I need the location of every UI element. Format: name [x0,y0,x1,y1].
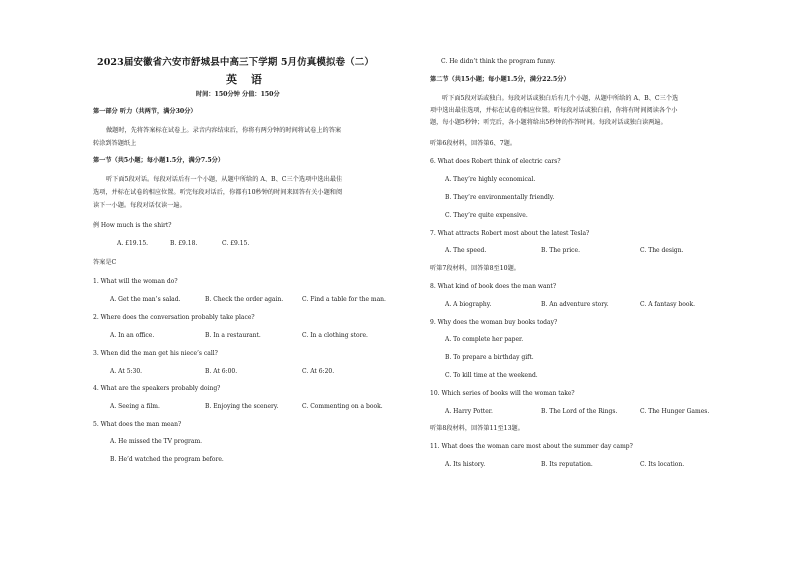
q1-option-c: C. Find a table for the man. [302,296,386,303]
q5-option-a: A. He missed the TV program. [110,438,203,445]
q9-option-a: A. To complete her paper. [445,336,524,343]
q8-option-c: C. A fantasy book. [640,301,696,308]
q6-option-b: B. They’re environmentally friendly. [445,194,555,201]
question-8: 8. What kind of book does the man want? [430,283,557,290]
q8-option-a: A. A biography. [445,301,492,308]
material-7-intro: 听第7段材料，回答第8至10题。 [430,265,520,272]
q10-option-a: A. Harry Potter. [445,408,493,415]
section1-heading: 第一节（共5小题；每小题1.5分，满分7.5分） [93,157,225,164]
q4-option-c: C. Commenting on a book. [302,403,383,410]
question-9: 9. Why does the woman buy books today? [430,319,558,326]
q2-option-a: A. In an office. [110,332,155,339]
q11-option-a: A. Its history. [445,461,486,468]
q2-option-b: B. In a restaurant. [205,332,261,339]
question-5: 5. What does the man mean? [93,421,182,428]
q10-option-c: C. The Hunger Games. [640,408,710,415]
question-1: 1. What will the woman do? [93,278,178,285]
section1-instructions-1: 听下面5段对话。每段对话后有一个小题，从题中所给的 A、B、C三个选项中选出最佳 [106,176,343,183]
q10-option-b: B. The Lord of the Rings. [541,408,618,415]
section1-instructions-3: 读下一小题。每段对话仅读一遍。 [93,202,186,209]
part1-instructions-2: 转涂到答题纸上 [93,140,137,147]
exam-meta: 时间：150分钟 分值：150分 [196,91,280,98]
example-option-a: A. £19.15. [117,240,149,247]
q4-option-b: B. Enjoying the scenery. [205,403,279,410]
q9-option-c: C. To kill time at the weekend. [445,372,538,379]
section2-instructions-1: 听下面5段对话或独白。每段对话或独白后有几个小题，从题中所给的 A、B、C三个选 [442,95,679,102]
q6-option-a: A. They’re highly economical. [445,176,536,183]
part1-instructions-1: 做题时，先将答案标在试卷上。录音内容结束后，你将有两分钟的时间将试卷上的答案 [106,127,342,134]
section2-instructions-3: 题，每小题5秒钟；听完后，各小题将给出5秒钟的作答时间。每段对话或独白读两遍。 [430,119,667,126]
q8-option-b: B. An adventure story. [541,301,609,308]
material-6-intro: 听第6段材料，回答第6、7题。 [430,140,517,147]
question-6: 6. What does Robert think of electric cars? [430,158,561,165]
question-4: 4. What are the speakers probably doing? [93,385,221,392]
example-question: 例 How much is the shirt? [93,222,172,229]
part1-heading: 第一部分 听力（共两节，满分30分） [93,108,197,115]
q4-option-a: A. Seeing a film. [110,403,160,410]
subject-title: 英 语 [226,73,267,86]
q3-option-c: C. At 6:20. [302,368,335,375]
example-option-c: C. £9.15. [222,240,250,247]
section2-heading: 第二节（共15小题；每小题1.5分，满分22.5分） [430,76,570,83]
exam-title: 2023届安徽省六安市舒城县中高三下学期 5月仿真模拟卷（二） [97,57,374,68]
q1-option-b: B. Check the order again. [205,296,284,303]
q11-option-c: C. Its location. [640,461,685,468]
question-7: 7. What attracts Robert most about the latest Tesla? [430,230,590,237]
example-answer: 答案是C [93,259,117,266]
q5-option-b: B. He’d watched the program before. [110,456,224,463]
example-option-b: B. £9.18. [170,240,198,247]
question-2: 2. Where does the conversation probably take place? [93,314,255,321]
q7-option-b: B. The price. [541,247,580,254]
question-10: 10. Which series of books will the woman take? [430,390,575,397]
q1-option-a: A. Get the man’s salad. [110,296,181,303]
q3-option-a: A. At 5:30. [110,368,143,375]
q5-option-c: C. He didn’t think the program funny. [441,58,556,65]
section2-instructions-2: 项中选出最佳选项，并标在试卷的相应位置。听每段对话或独白前，你将有时间阅读各个小 [430,107,678,114]
q7-option-a: A. The speed. [445,247,487,254]
question-11: 11. What does the woman care most about the summer day camp? [430,443,633,450]
q7-option-c: C. The design. [640,247,684,254]
q3-option-b: B. At 6:00. [205,368,238,375]
q2-option-c: C. In a clothing store. [302,332,368,339]
material-8-intro: 听第8段材料，回答第11至13题。 [430,425,524,432]
q6-option-c: C. They’re quite expensive. [445,212,528,219]
q9-option-b: B. To prepare a birthday gift. [445,354,534,361]
q11-option-b: B. Its reputation. [541,461,593,468]
question-3: 3. When did the man get his niece’s call? [93,350,218,357]
section1-instructions-2: 选项，并标在试卷的相应位置。听完每段对话后，你都有10秒钟的时间来回答有关小题和阅 [93,189,343,196]
